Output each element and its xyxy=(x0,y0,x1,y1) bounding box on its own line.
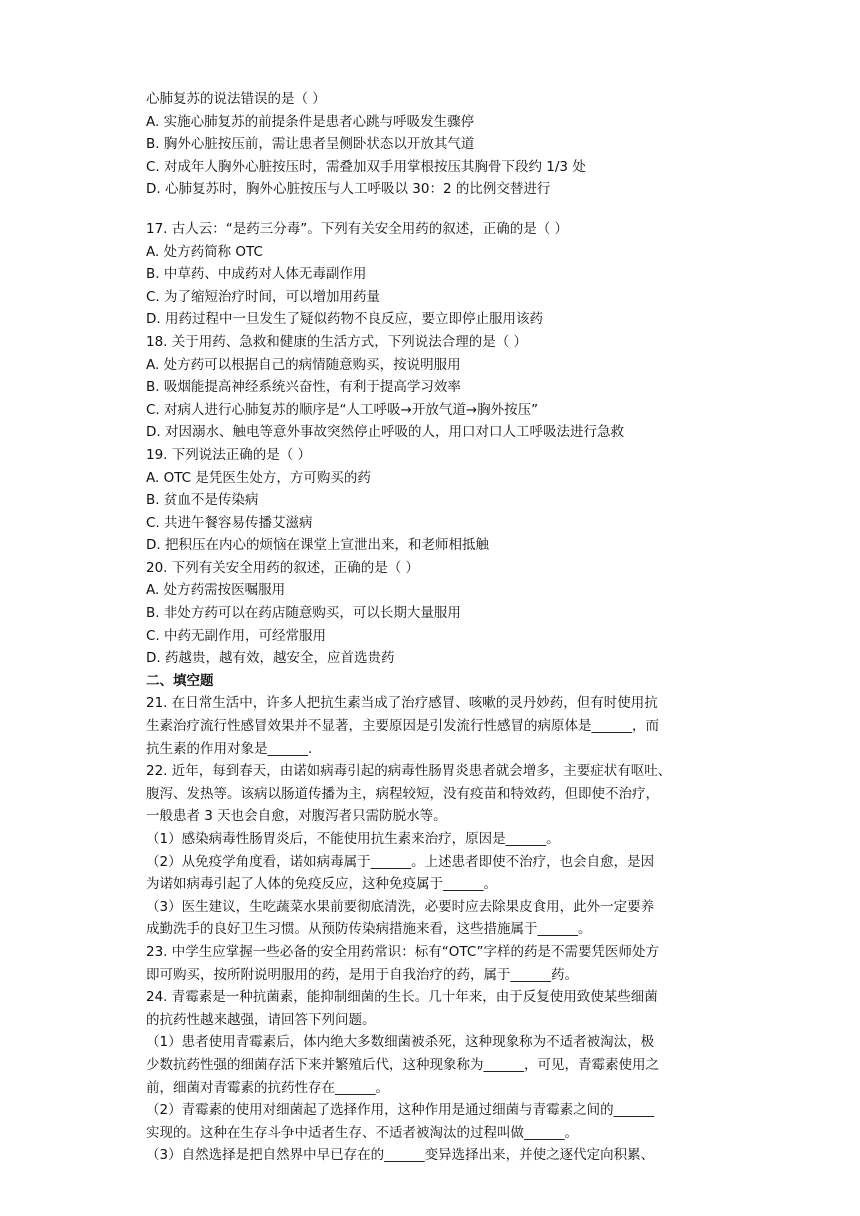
q22-sub-2-line-1: （2）从免疫学角度看，诺如病毒属于______。上述患者即使不治疗，也会自愈，是因 xyxy=(146,853,655,870)
q22-line-2: 腹泻、发热等。该病以肠道传播为主，病程较短，没有疫苗和特效药，但即使不治疗， xyxy=(146,785,659,802)
q24-sub-2-line-1: （2）青霉素的使用对细菌起了选择作用，这种作用是通过细菌与青霉素之间的______ xyxy=(146,1102,655,1119)
q20-option-b: B. 非处方药可以在药店随意购买，可以长期大量服用 xyxy=(146,605,461,622)
q20-option-d: D. 药越贵，越有效，越安全，应首选贵药 xyxy=(146,650,395,667)
q16-option-b: B. 胸外心脏按压前，需让患者呈侧卧状态以开放其气道 xyxy=(146,136,475,153)
q22-sub-1: （1）感染病毒性肠胃炎后，不能使用抗生素来治疗，原因是______。 xyxy=(146,831,560,847)
q17-stem: 17. 古人云：“是药三分毒”。下列有关安全用药的叙述，正确的是（ ） xyxy=(146,220,569,237)
q21-line-3: 抗生素的作用对象是______. xyxy=(146,740,313,757)
q24-sub-3-line-1: （3）自然选择是把自然界中早已存在的______变异选择出来，并使之逐代定向积累、 xyxy=(146,1147,655,1164)
q23-line-2: 即可购买，按所附说明服用的药，是用于自我治疗的药，属于______药。 xyxy=(146,966,578,983)
q23-line-1: 23. 中学生应掌握一些必备的安全用药常识：标有“OTC”字样的药是不需要凭医师处方 xyxy=(146,943,660,960)
q18-option-a: A. 处方药可以根据自己的病情随意购买，按说明服用 xyxy=(146,356,461,373)
q22-sub-3-line-1: （3）医生建议，生吃蔬菜水果前要彻底清洗，必要时应去除果皮食用，此外一定要养 xyxy=(146,898,655,915)
q24-sub-2-line-2: 实现的。这种在生存斗争中适者生存、不适者被淘汰的过程叫做______。 xyxy=(146,1124,578,1141)
q20-option-a: A. 处方药需按医嘱服用 xyxy=(146,582,286,599)
spacer xyxy=(146,201,726,218)
q24-sub-1-line-1: （1）患者使用青霉素后，体内绝大多数细菌被杀死，这种现象称为不适者被淘汰，极 xyxy=(146,1034,655,1051)
q18-option-b: B. 吸烟能提高神经系统兴奋性，有利于提高学习效率 xyxy=(146,379,461,396)
q18-option-d: D. 对因溺水、触电等意外事故突然停止呼吸的人，用口对口人工呼吸法进行急救 xyxy=(146,424,624,441)
q24-line-1: 24. 青霉素是一种抗菌素，能抑制细菌的生长。几十年来，由于反复使用致使某些细菌 xyxy=(146,989,658,1006)
section-heading-fill-in: 二、填空题 xyxy=(146,672,214,689)
q20-stem: 20. 下列有关安全用药的叙述，正确的是（ ） xyxy=(146,559,420,576)
q22-sub-2-line-2: 为诺如病毒引起了人体的免疫反应，这种免疫属于______。 xyxy=(146,876,497,893)
q18-option-c: C. 对病人进行心肺复苏的顺序是“人工呼吸→开放气道→胸外按压” xyxy=(146,401,539,418)
q17-option-c: C. 为了缩短治疗时间，可以增加用药量 xyxy=(146,288,381,305)
q17-option-d: D. 用药过程中一旦发生了疑似药物不良反应，要立即停止服用该药 xyxy=(146,311,543,328)
question-text-block xyxy=(146,88,726,1167)
q22-line-1: 22. 近年，每到春天，由诺如病毒引起的病毒性肠胃炎患者就会增多，主要症状有呕吐、 xyxy=(146,763,672,780)
q19-option-b: B. 贫血不是传染病 xyxy=(146,492,259,509)
q17-option-b: B. 中草药、中成药对人体无毒副作用 xyxy=(146,266,367,283)
q19-option-c: C. 共进午餐容易传播艾滋病 xyxy=(146,514,313,531)
q18-stem: 18. 关于用药、急救和健康的生活方式，下列说法合理的是（ ） xyxy=(146,333,528,350)
q22-sub-3-line-2: 成勤洗手的良好卫生习惯。从预防传染病措施来看，这些措施属于______。 xyxy=(146,921,592,938)
q24-sub-1-line-2: 少数抗药性强的细菌存活下来并繁殖后代，这种现象称为______，可见，青霉素使用之 xyxy=(146,1056,659,1073)
q19-option-d: D. 把积压在内心的烦恼在课堂上宣泄出来，和老师相抵触 xyxy=(146,537,489,554)
q24-line-2: 的抗药性越来越强，请回答下列问题。 xyxy=(146,1011,376,1028)
q24-sub-1-line-3: 前，细菌对青霉素的抗药性存在______。 xyxy=(146,1079,389,1096)
q22-line-3: 一般患者 3 天也会自愈，对腹泻者只需防脱水等。 xyxy=(146,808,447,825)
q21-line-1: 21. 在日常生活中，许多人把抗生素当成了治疗感冒、咳嗽的灵丹妙药，但有时使用抗 xyxy=(146,695,658,712)
q19-stem: 19. 下列说法正确的是（ ） xyxy=(146,446,312,463)
q21-line-2: 生素治疗流行性感冒效果并不显著，主要原因是引发流行性感冒的病原体是______，而 xyxy=(146,718,659,735)
q16-stem: 心肺复苏的说法错误的是（ ） xyxy=(146,91,326,107)
q20-option-c: C. 中药无副作用，可经常服用 xyxy=(146,627,327,644)
q16-option-a: A. 实施心肺复苏的前提条件是患者心跳与呼吸发生骤停 xyxy=(146,113,475,130)
q19-option-a: A. OTC 是凭医生处方，方可购买的药 xyxy=(146,469,371,486)
q16-option-c: C. 对成年人胸外心脏按压时，需叠加双手用掌根按压其胸骨下段约 1/3 处 xyxy=(146,158,586,175)
q17-option-a: A. 处方药简称 OTC xyxy=(146,243,263,260)
q16-option-d: D. 心肺复苏时，胸外心脏按压与人工呼吸以 30：2 的比例交替进行 xyxy=(146,181,551,198)
